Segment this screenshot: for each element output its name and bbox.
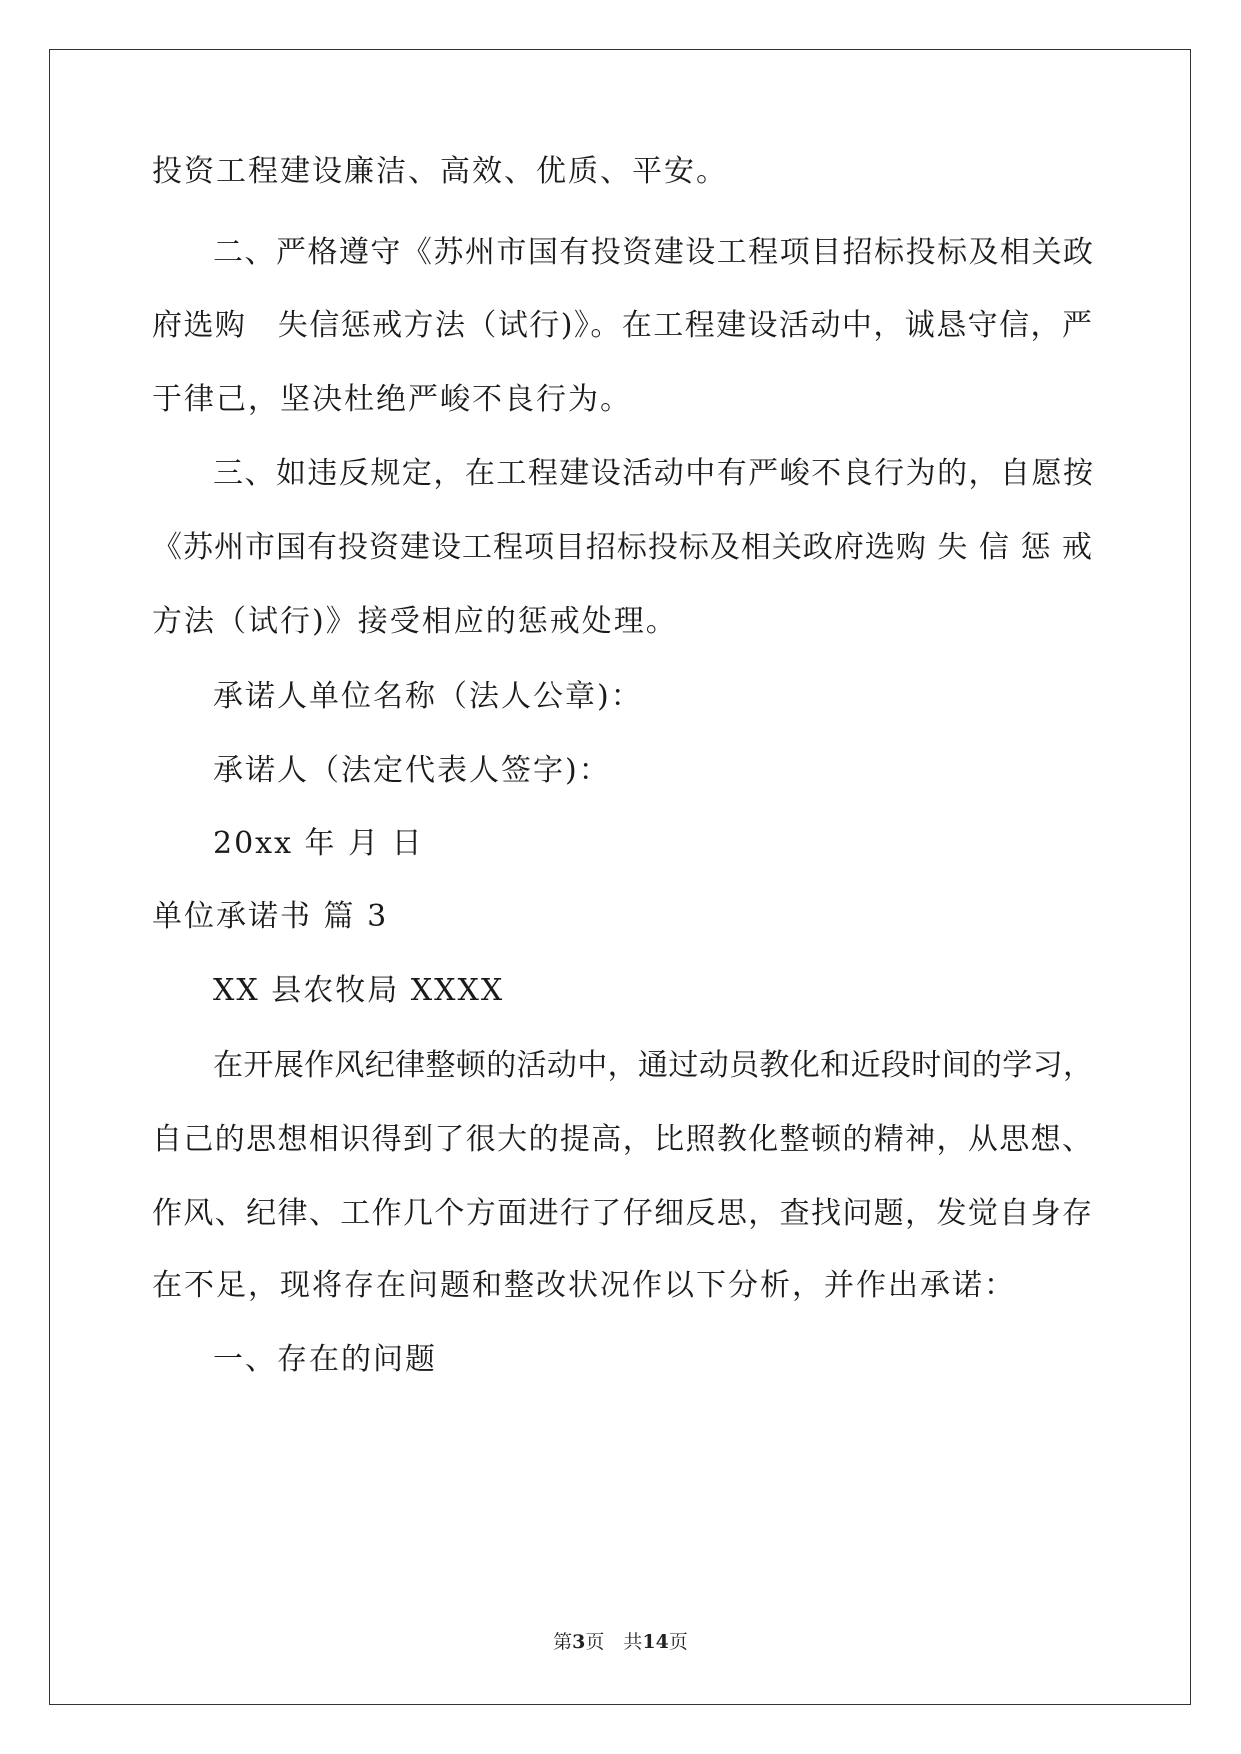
section-heading: 单位承诺书 篇 3 — [152, 899, 389, 934]
text-line: 在不足，现将存在问题和整改状况作以下分析，并作出承诺： — [152, 1268, 1016, 1303]
text-line: 于律己，坚决杜绝严峻不良行为。 — [152, 382, 632, 417]
footer-suffix: 页 — [668, 1631, 688, 1653]
text-line: 投资工程建设廉洁、高效、优质、平安。 — [152, 154, 728, 189]
text-line: 作风、纪律、工作几个方面进行了仔细反思，查找问题，发觉自身存 — [152, 1196, 1092, 1231]
text-line: 自己的思想相识得到了很大的提高，比照教化整顿的精神，从思想、 — [152, 1122, 1092, 1157]
current-page-number: 3 — [572, 1631, 586, 1653]
signature-unit-label: 承诺人单位名称（法人公章)： — [213, 679, 643, 714]
footer-mid: 页 共 — [585, 1631, 643, 1653]
text-line: 府选购 失信惩戒方法（试行)》。在工程建设活动中，诚恳守信，严 — [152, 308, 1092, 343]
text-line: 三、如违反规定，在工程建设活动中有严峻不良行为的，自愿按 — [213, 456, 1093, 491]
subsection-heading: 一、存在的问题 — [213, 1342, 437, 1377]
text-line: 《苏州市国有投资建设工程项目招标投标及相关政府选购 失 信 惩 戒 — [152, 530, 1092, 565]
signature-person-label: 承诺人（法定代表人签字)： — [213, 753, 611, 788]
text-line: 二、严格遵守《苏州市国有投资建设工程项目招标投标及相关政 — [213, 235, 1093, 270]
text-line: 方法（试行)》接受相应的惩戒处理。 — [152, 604, 678, 639]
text-line: 在开展作风纪律整顿的活动中，通过动员教化和近段时间的学习， — [213, 1048, 1093, 1083]
date-line: 20xx 年 月 日 — [213, 826, 424, 861]
page-footer — [0, 1630, 1241, 1654]
page-border — [49, 49, 1191, 1705]
footer-prefix: 第 — [553, 1631, 573, 1653]
recipient-line: XX 县农牧局 XXXX — [213, 973, 505, 1008]
total-page-count: 14 — [642, 1631, 669, 1653]
